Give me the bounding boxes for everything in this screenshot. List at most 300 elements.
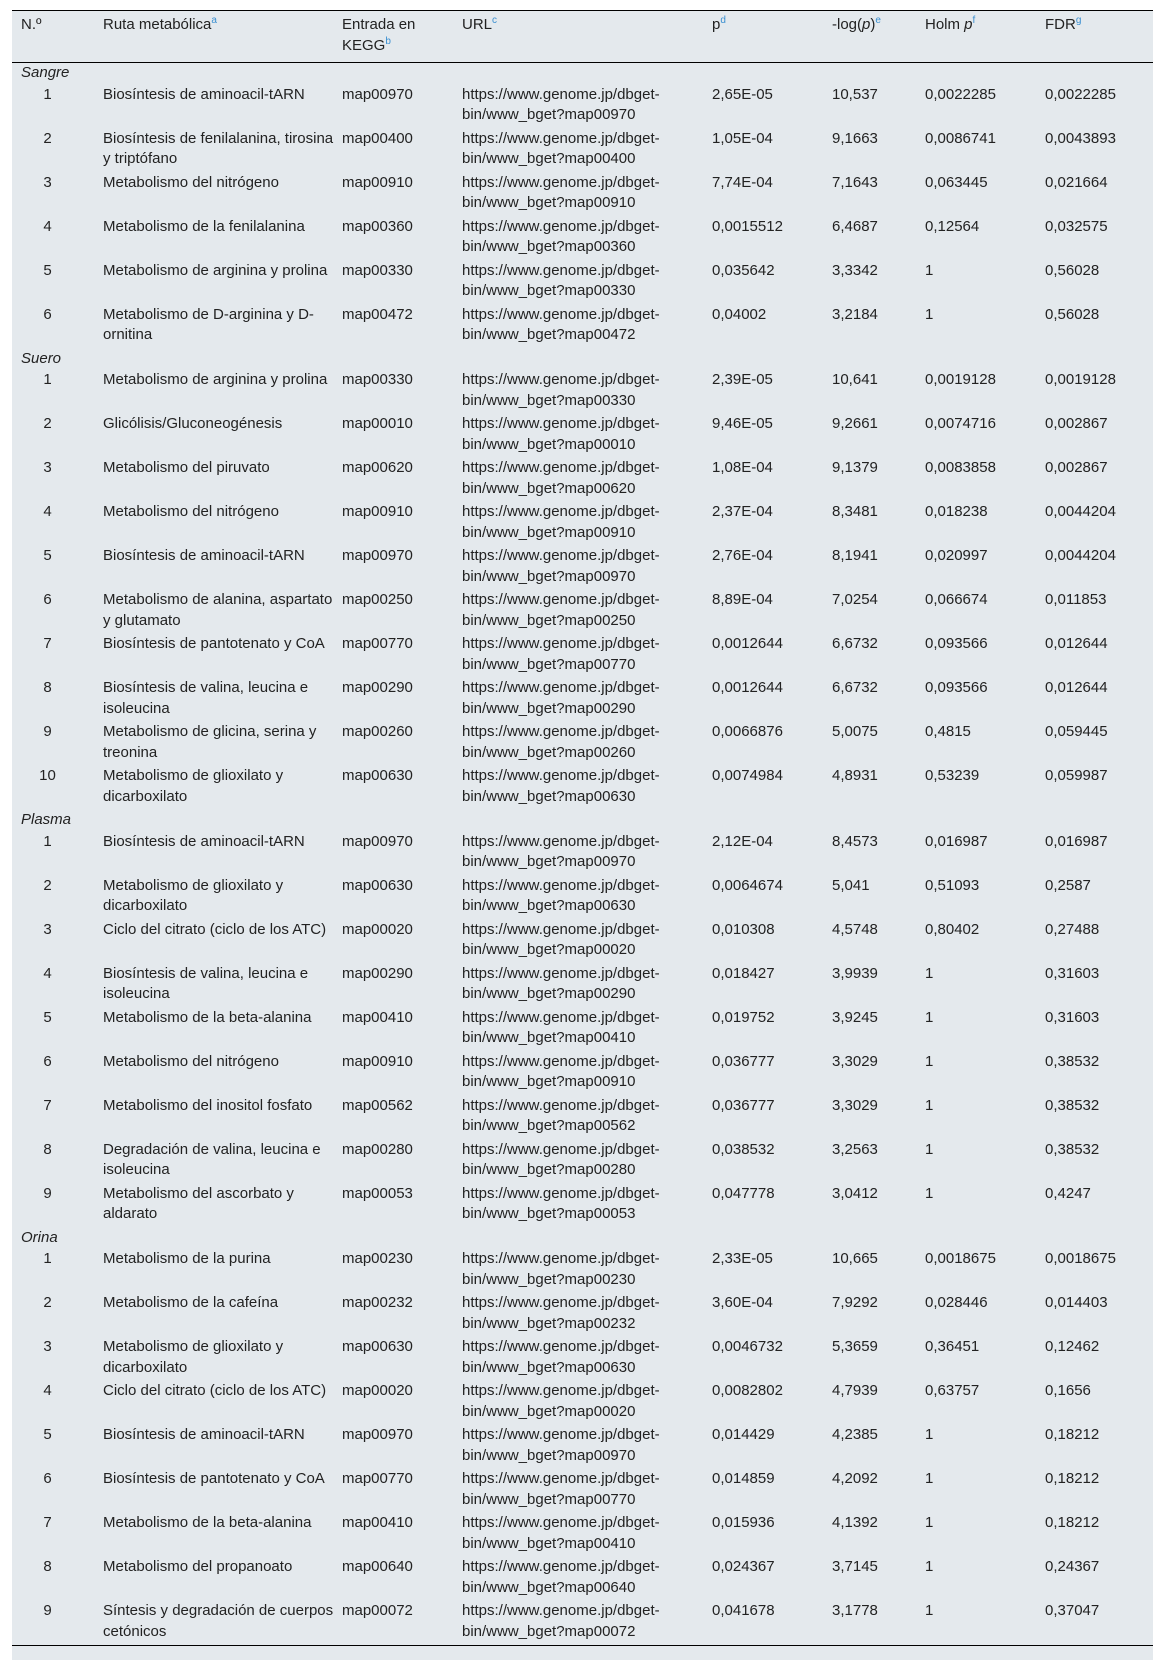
group-row	[12, 63, 1153, 85]
cell-holm: 1	[925, 964, 934, 982]
cell-p: 0,0015512	[712, 217, 783, 235]
table-row	[12, 546, 1153, 590]
cell-kegg: map00072	[342, 1601, 462, 1646]
cell-logp: 3,7145	[832, 1558, 878, 1575]
cell-kegg: map00620	[342, 459, 413, 476]
header-holm: Holm $p^f$	[925, 11, 1045, 63]
cell-url: https://www.genome.jp/dbget-bin/www_bget?map00630	[462, 876, 660, 915]
cell-holm: 0,80402	[925, 920, 980, 938]
cell-n: 5	[43, 261, 52, 279]
cell-holm: 0,093566	[925, 635, 988, 652]
cell-holm: 0,63757	[925, 1382, 980, 1399]
cell-logp: 3,3342	[832, 261, 878, 279]
group-label: Sangre	[21, 64, 70, 81]
table-row	[12, 1601, 1153, 1646]
cell-ruta: Biosíntesis de aminoacil-tARN	[103, 832, 305, 850]
cell-ruta: Metabolismo de la cafeína	[103, 1294, 279, 1311]
cell-n: 7	[43, 1514, 52, 1531]
footnote-c[interactable]: c	[492, 15, 498, 26]
cell-logp: 8,3481	[832, 503, 878, 520]
cell-fdr: 0,56028	[1045, 305, 1100, 323]
table-row	[12, 1381, 1153, 1425]
cell-kegg: map00630	[342, 1338, 413, 1355]
cell-url: https://www.genome.jp/dbget-bin/www_bget?map00910	[462, 1052, 660, 1091]
cell-kegg: map00410	[342, 1514, 413, 1531]
cell-p: 3,60E-04	[712, 1294, 773, 1311]
cell-p: 2,76E-04	[712, 547, 773, 564]
cell-ruta: Metabolismo de glioxilato y dicarboxilato	[103, 1338, 284, 1376]
cell-fdr: 0,012644	[1045, 679, 1108, 696]
cell-p: 2,39E-05	[712, 371, 773, 388]
cell-kegg: map00910	[342, 1052, 413, 1070]
cell-n: 4	[43, 1382, 52, 1399]
cell-logp: 5,0075	[832, 723, 878, 740]
cell-url: https://www.genome.jp/dbget-bin/www_bget?map00410	[462, 1514, 660, 1552]
cell-logp: 3,9245	[832, 1008, 878, 1026]
cell-ruta: Metabolismo de arginina y prolina	[103, 371, 328, 388]
table-row	[12, 129, 1153, 173]
cell-fdr: 0,18212	[1045, 1426, 1100, 1443]
cell-url: https://www.genome.jp/dbget-bin/www_bget?map00020	[462, 1382, 660, 1420]
cell-url: https://www.genome.jp/dbget-bin/www_bget?map00400	[462, 129, 660, 168]
cell-fdr: 0,4247	[1045, 1184, 1091, 1202]
cell-n: 4	[43, 217, 52, 235]
table-row	[12, 634, 1153, 678]
cell-kegg: map00910	[342, 173, 413, 191]
cell-holm: 0,0083858	[925, 459, 996, 476]
header-url: URL$^c$	[462, 11, 712, 63]
cell-fdr: 0,014403	[1045, 1294, 1108, 1311]
cell-fdr: 0,0044204	[1045, 503, 1116, 520]
group-row	[12, 810, 1153, 832]
cell-fdr: 0,0044204	[1045, 547, 1116, 564]
cell-holm: 0,0018675	[925, 1250, 996, 1267]
cell-fdr: 0,37047	[1045, 1601, 1153, 1646]
cell-n: 6	[43, 305, 52, 323]
cell-holm: 0,12564	[925, 217, 980, 235]
cell-logp: 7,1643	[832, 173, 878, 191]
table-row	[12, 1140, 1153, 1184]
cell-logp: 7,0254	[832, 591, 878, 608]
cell-n: 4	[43, 503, 52, 520]
cell-holm: 0,0022285	[925, 85, 996, 103]
cell-p: 0,014429	[712, 1426, 775, 1443]
cell-kegg: map00230	[342, 1250, 413, 1267]
cell-kegg: map00562	[342, 1096, 413, 1114]
cell-url: https://www.genome.jp/dbget-bin/www_bget?map00970	[462, 832, 660, 871]
cell-fdr: 0,012644	[1045, 635, 1108, 652]
cell-kegg: map00250	[342, 591, 413, 608]
cell-ruta: Metabolismo de glioxilato y dicarboxilato	[103, 876, 284, 915]
table-row	[12, 1249, 1153, 1293]
cell-url: https://www.genome.jp/dbget-bin/www_bget?map00630	[462, 1338, 660, 1376]
cell-ruta: Ciclo del citrato (ciclo de los ATC)	[103, 1382, 327, 1399]
cell-ruta: Metabolismo del piruvato	[103, 459, 270, 476]
cell-n: 6	[43, 1052, 52, 1070]
table-row	[12, 920, 1153, 964]
cell-kegg: map00970	[342, 832, 413, 850]
cell-holm: 1	[925, 1601, 1045, 1646]
cell-fdr: 0,38532	[1045, 1052, 1100, 1070]
table-row	[12, 217, 1153, 261]
cell-kegg: map00970	[342, 547, 413, 564]
cell-fdr: 0,059987	[1045, 767, 1108, 784]
table-row	[12, 1293, 1153, 1337]
cell-ruta: Metabolismo del nitrógeno	[103, 173, 279, 191]
cell-p: 0,0074984	[712, 767, 783, 784]
cell-fdr: 0,016987	[1045, 832, 1108, 850]
cell-fdr: 0,1656	[1045, 1382, 1091, 1399]
cell-holm: 0,093566	[925, 679, 988, 696]
cell-kegg: map00260	[342, 723, 413, 740]
cell-ruta: Biosíntesis de valina, leucina e isoleucina	[103, 964, 309, 1003]
table-row	[12, 1425, 1153, 1469]
cell-n: 3	[43, 173, 52, 191]
cell-n: 10	[39, 767, 56, 784]
cell-url: https://www.genome.jp/dbget-bin/www_bget?map00330	[462, 261, 660, 300]
cell-ruta: Biosíntesis de valina, leucina e isoleucina	[103, 679, 309, 717]
table-row	[12, 261, 1153, 305]
cell-url: https://www.genome.jp/dbget-bin/www_bget?map00970	[462, 1426, 660, 1464]
cell-ruta: Biosíntesis de aminoacil-tARN	[103, 85, 305, 103]
cell-fdr: 0,12462	[1045, 1338, 1100, 1355]
cell-p: 0,0066876	[712, 723, 783, 740]
cell-ruta: Metabolismo de glicina, serina y treonina	[103, 723, 317, 761]
cell-url: https://www.genome.jp/dbget-bin/www_bget?map00410	[462, 1008, 660, 1047]
cell-p: 1,08E-04	[712, 459, 773, 476]
cell-holm: 0,018238	[925, 503, 988, 520]
cell-kegg: map00360	[342, 217, 413, 235]
table-row	[12, 1337, 1153, 1381]
cell-p: 9,46E-05	[712, 415, 773, 432]
cell-ruta: Metabolismo del nitrógeno	[103, 1052, 279, 1070]
cell-fdr: 0,18212	[1045, 1514, 1100, 1531]
cell-holm: 1	[925, 1558, 934, 1575]
cell-n: 8	[43, 1140, 52, 1158]
cell-n: 9	[43, 723, 52, 740]
cell-holm: 0,0019128	[925, 371, 996, 388]
cell-p: 0,0012644	[712, 635, 783, 652]
cell-ruta: Metabolismo del propanoato	[103, 1558, 293, 1575]
cell-p: 2,33E-05	[712, 1250, 773, 1267]
cell-kegg: map00640	[342, 1558, 413, 1575]
cell-logp: 4,1392	[832, 1514, 878, 1531]
cell-fdr: 0,021664	[1045, 173, 1108, 191]
cell-logp: 7,9292	[832, 1294, 878, 1311]
cell-p: 7,74E-04	[712, 173, 773, 191]
cell-fdr: 0,0043893	[1045, 129, 1116, 147]
cell-kegg: map00290	[342, 679, 413, 696]
table-row	[12, 1184, 1153, 1228]
cell-holm: 0,028446	[925, 1294, 988, 1311]
cell-ruta: Metabolismo de la fenilalanina	[103, 217, 305, 235]
cell-kegg: map00280	[342, 1140, 413, 1158]
cell-url: https://www.genome.jp/dbget-bin/www_bget?map00053	[462, 1184, 660, 1223]
cell-n: 7	[43, 635, 52, 652]
cell-logp: 9,2661	[832, 415, 878, 432]
cell-fdr: 0,2587	[1045, 876, 1091, 894]
cell-holm: 0,0074716	[925, 415, 996, 432]
cell-kegg: map00290	[342, 964, 413, 982]
cell-holm: 0,063445	[925, 173, 988, 191]
table-row	[12, 1557, 1153, 1601]
group-label: Orina	[21, 1228, 58, 1246]
group-label: Suero	[21, 349, 62, 367]
cell-url: https://www.genome.jp/dbget-bin/www_bget?map00232	[462, 1294, 660, 1332]
cell-logp: 6,6732	[832, 679, 878, 696]
table-row	[12, 305, 1153, 349]
cell-n: 7	[43, 1096, 52, 1114]
cell-p: 0,010308	[712, 920, 775, 938]
cell-n: 1	[43, 85, 52, 103]
header-logp: $-\log(p)^e$	[832, 11, 925, 63]
cell-logp: 10,665	[832, 1250, 878, 1267]
cell-n: 5	[43, 1426, 52, 1443]
cell-logp: 8,1941	[832, 547, 878, 564]
cell-logp: 3,3029	[832, 1052, 878, 1070]
header-ruta: Ruta metabólica$^a$	[103, 11, 342, 63]
cell-fdr: 0,18212	[1045, 1470, 1100, 1487]
cell-url: https://www.genome.jp/dbget-bin/www_bget?map00770	[462, 1470, 660, 1508]
cell-p: 0,014859	[712, 1470, 775, 1487]
cell-holm: 0,4815	[925, 723, 971, 740]
header-fdr: FDR$^g$	[1045, 11, 1153, 63]
cell-url: https://www.genome.jp/dbget-bin/www_bget?map00230	[462, 1250, 660, 1288]
table-row	[12, 766, 1153, 810]
cell-n: 9	[12, 1601, 103, 1646]
cell-url: https://www.genome.jp/dbget-bin/www_bget?map00020	[462, 920, 660, 959]
cell-fdr: 0,24367	[1045, 1558, 1100, 1575]
cell-url: https://www.genome.jp/dbget-bin/www_bget?map00910	[462, 503, 660, 541]
cell-p: 0,047778	[712, 1184, 775, 1202]
cell-ruta: Biosíntesis de aminoacil-tARN	[103, 547, 305, 564]
cell-p: 0,04002	[712, 305, 767, 323]
cell-logp: 3,9939	[832, 964, 878, 982]
cell-ruta: Metabolismo de alanina, aspartato y glutamato	[103, 591, 333, 629]
table-row	[12, 678, 1153, 722]
cell-logp: 3,1778	[832, 1601, 925, 1646]
cell-ruta: Metabolismo de arginina y prolina	[103, 261, 328, 279]
table-row	[12, 590, 1153, 634]
cell-fdr: 0,002867	[1045, 415, 1108, 432]
cell-url: https://www.genome.jp/dbget-bin/www_bget?map00970	[462, 547, 660, 585]
cell-ruta: Metabolismo de glioxilato y dicarboxilato	[103, 767, 284, 805]
cell-url: https://www.genome.jp/dbget-bin/www_bget?map00010	[462, 415, 660, 453]
cell-kegg: map00770	[342, 1470, 413, 1487]
cell-p: 1,05E-04	[712, 129, 773, 147]
cell-kegg: map00400	[342, 129, 413, 147]
cell-logp: 4,2385	[832, 1426, 878, 1443]
cell-url: https://www.genome.jp/dbget-bin/www_bget?map00360	[462, 217, 660, 256]
table-row	[12, 1469, 1153, 1513]
cell-n: 6	[43, 1470, 52, 1487]
cell-logp: 8,4573	[832, 832, 878, 850]
cell-logp: 10,641	[832, 371, 878, 388]
cell-kegg: map00330	[342, 371, 413, 388]
cell-n: 2	[43, 415, 52, 432]
cell-n: 8	[43, 679, 52, 696]
cell-ruta: Ciclo del citrato (ciclo de los ATC)	[103, 920, 327, 938]
table-row	[12, 722, 1153, 766]
footnote-a[interactable]: a	[211, 15, 217, 26]
cell-kegg: map00910	[342, 503, 413, 520]
cell-kegg: map00232	[342, 1294, 413, 1311]
cell-holm: 1	[925, 1184, 934, 1202]
cell-holm: 0,53239	[925, 767, 980, 784]
cell-n: 6	[43, 591, 52, 608]
table-row	[12, 1096, 1153, 1140]
cell-ruta: Biosíntesis de fenilalanina, tirosina y triptófano	[103, 129, 334, 168]
cell-kegg: map00410	[342, 1008, 413, 1026]
cell-url: https://www.genome.jp/dbget-bin/www_bget?map00630	[462, 767, 660, 805]
table-row	[12, 458, 1153, 502]
header-row	[12, 11, 1153, 63]
cell-logp: 4,2092	[832, 1470, 878, 1487]
cell-p: 8,89E-04	[712, 591, 773, 608]
cell-n: 5	[43, 547, 52, 564]
cell-ruta: Biosíntesis de pantotenato y CoA	[103, 1470, 325, 1487]
cell-ruta: Metabolismo de la beta-alanina	[103, 1514, 312, 1531]
cell-holm: 1	[925, 1008, 934, 1026]
table-row	[12, 370, 1153, 414]
cell-n: 8	[43, 1558, 52, 1575]
cell-kegg: map00970	[342, 1426, 413, 1443]
cell-logp: 4,7939	[832, 1382, 878, 1399]
cell-fdr: 0,0018675	[1045, 1250, 1116, 1267]
cell-p: 0,0046732	[712, 1338, 783, 1355]
cell-fdr: 0,0022285	[1045, 85, 1116, 103]
cell-n: 4	[43, 964, 52, 982]
table-row	[12, 1008, 1153, 1052]
cell-n: 3	[43, 920, 52, 938]
cell-holm: 0,016987	[925, 832, 988, 850]
cell-n: 9	[43, 1184, 52, 1202]
footnote-e[interactable]: e	[875, 15, 881, 26]
cell-ruta: Metabolismo del inositol fosfato	[103, 1096, 313, 1114]
cell-p: 0,018427	[712, 964, 775, 982]
cell-kegg: map00970	[342, 85, 413, 103]
cell-p: 0,036777	[712, 1052, 775, 1070]
footnote-d[interactable]: d	[720, 15, 726, 26]
cell-fdr: 0,0019128	[1045, 371, 1116, 388]
cell-ruta: Biosíntesis de aminoacil-tARN	[103, 1426, 305, 1443]
cell-fdr: 0,38532	[1045, 1096, 1100, 1114]
cell-url: https://www.genome.jp/dbget-bin/www_bget?map00260	[462, 723, 660, 761]
cell-ruta: Metabolismo del nitrógeno	[103, 503, 279, 520]
cell-logp: 9,1663	[832, 129, 878, 147]
cell-n: 3	[43, 459, 52, 476]
cell-holm: 1	[925, 1052, 934, 1070]
cell-ruta: Biosíntesis de pantotenato y CoA	[103, 635, 325, 652]
cell-n: 1	[43, 1250, 52, 1267]
cell-holm: 0,020997	[925, 547, 988, 564]
cell-p: 2,37E-04	[712, 503, 773, 520]
header-kegg: Entrada en KEGG$^b$	[342, 11, 462, 63]
group-label: Plasma	[21, 811, 72, 828]
cell-n: 3	[43, 1338, 52, 1355]
cell-url: https://www.genome.jp/dbget-bin/www_bget?map00280	[462, 1140, 660, 1179]
cell-ruta: Glicólisis/Gluconeogénesis	[103, 415, 283, 432]
cell-p: 0,038532	[712, 1140, 775, 1158]
cell-fdr: 0,011853	[1045, 591, 1107, 608]
cell-n: 2	[43, 876, 52, 894]
cell-holm: 1	[925, 1096, 934, 1114]
cell-kegg: map00010	[342, 415, 413, 432]
cell-p: 0,019752	[712, 1008, 775, 1026]
table-row	[12, 85, 1153, 129]
cell-holm: 0,066674	[925, 591, 988, 608]
cell-url: https://www.genome.jp/dbget-bin/www_bget?map00330	[462, 371, 660, 409]
cell-holm: 1	[925, 305, 934, 323]
cell-logp: 3,0412	[832, 1184, 878, 1202]
cell-ruta: Metabolismo de D-arginina y D-ornitina	[103, 305, 314, 344]
cell-url: https://www.genome.jp/dbget-bin/www_bget?map00770	[462, 635, 660, 673]
table-row	[12, 173, 1153, 217]
cell-logp: 10,537	[832, 85, 878, 103]
table-row	[12, 876, 1153, 920]
cell-url: https://www.genome.jp/dbget-bin/www_bget?map00620	[462, 459, 660, 497]
table-row	[12, 502, 1153, 546]
cell-p: 0,015936	[712, 1514, 775, 1531]
cell-logp: 4,8931	[832, 767, 878, 784]
cell-fdr: 0,38532	[1045, 1140, 1100, 1158]
group-row	[12, 349, 1153, 371]
cell-holm: 0,51093	[925, 876, 980, 894]
cell-holm: 0,0086741	[925, 129, 996, 147]
header-no: N.º	[12, 11, 103, 63]
cell-url: https://www.genome.jp/dbget-bin/www_bget?map00970	[462, 85, 660, 124]
cell-kegg: map00330	[342, 261, 413, 279]
cell-kegg: map00770	[342, 635, 413, 652]
header-p: $p^d$	[712, 11, 832, 63]
cell-kegg: map00053	[342, 1184, 413, 1202]
cell-holm: 0,36451	[925, 1338, 980, 1355]
cell-p: 2,65E-05	[712, 85, 773, 103]
cell-logp: 3,2563	[832, 1140, 878, 1158]
cell-kegg: map00630	[342, 767, 413, 784]
cell-fdr: 0,032575	[1045, 217, 1108, 235]
cell-fdr: 0,002867	[1045, 459, 1108, 476]
cell-kegg: map00630	[342, 876, 413, 894]
footnote-b[interactable]: b	[385, 35, 391, 47]
cell-logp: 6,4687	[832, 217, 878, 235]
cell-url: https://www.genome.jp/dbget-bin/www_bget?map00250	[462, 591, 660, 629]
table-row	[12, 1052, 1153, 1096]
cell-ruta: Metabolismo del ascorbato y aldarato	[103, 1184, 294, 1223]
table-row	[12, 832, 1153, 876]
cell-fdr: 0,059445	[1045, 723, 1108, 740]
cell-p: 2,12E-04	[712, 832, 773, 850]
cell-ruta: Metabolismo de la beta-alanina	[103, 1008, 312, 1026]
footnote-g[interactable]: g	[1075, 15, 1082, 26]
cell-fdr: 0,31603	[1045, 1008, 1100, 1026]
cell-url: https://www.genome.jp/dbget-bin/www_bget?map00290	[462, 679, 660, 717]
table-body	[12, 63, 1153, 1646]
cell-fdr: 0,31603	[1045, 964, 1100, 982]
cell-n: 1	[43, 832, 52, 850]
cell-holm: 1	[925, 1140, 934, 1158]
cell-logp: 3,3029	[832, 1096, 878, 1114]
cell-p: 0,041678	[712, 1601, 832, 1646]
cell-kegg: map00020	[342, 920, 413, 938]
cell-logp: 3,2184	[832, 305, 878, 323]
table-panel	[12, 10, 1153, 1660]
cell-holm: 1	[925, 1514, 934, 1531]
cell-p: 0,0012644	[712, 679, 783, 696]
footnote-f[interactable]: f	[972, 15, 976, 26]
pathway-table	[12, 10, 1153, 1646]
table-row	[12, 964, 1153, 1008]
